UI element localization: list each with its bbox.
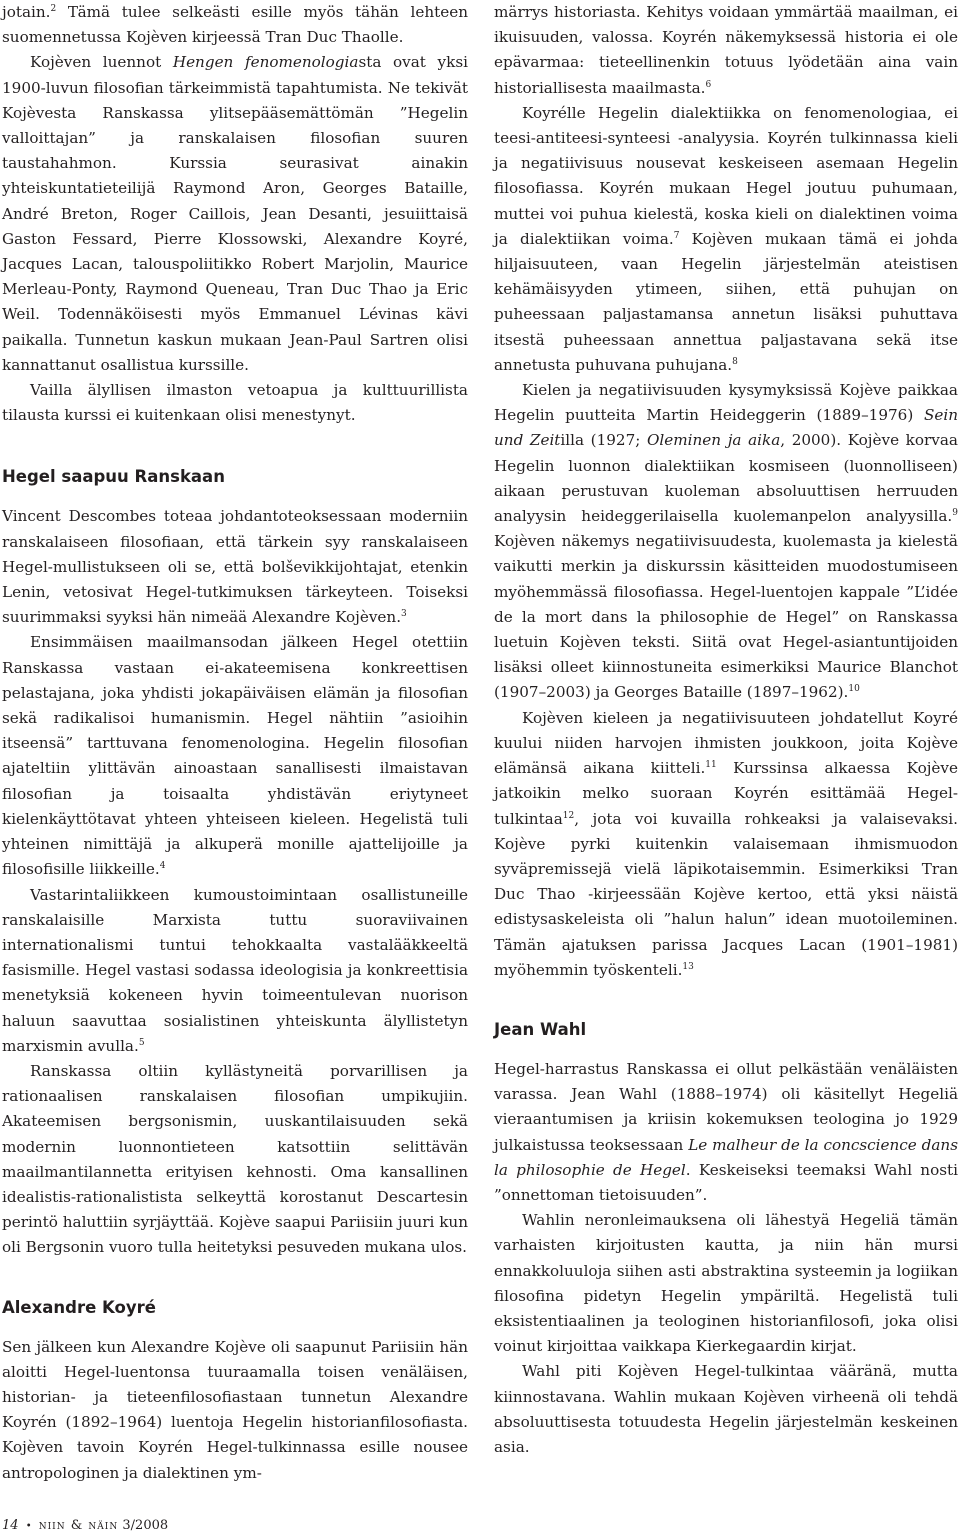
- footnote-ref[interactable]: 13: [682, 961, 694, 972]
- footnote-ref[interactable]: 8: [732, 356, 738, 367]
- footnote-ref[interactable]: 2: [50, 4, 57, 14]
- footnote-ref[interactable]: 9: [952, 508, 958, 519]
- paragraph: Wahl piti Kojèven Hegel-tulkintaa vääränä, mutta kiinnostavana. Wahlin mukaan Kojèven virheenä oli tehdä absoluuttisesta totuudesta Hegelin järjestelmän keskeinen asia.: [494, 1362, 958, 1456]
- paragraph: Vastarintaliikkeen kumoustoimintaan osallistuneille ranskalaisille Marxista tuttu suoraviivainen internationalismi tuntui tehokkaalta vastalääkkeeltä fasismille. Hegel vastasi sodassa ideologisia ja konkreettisia menetyksiä kokeneen hyvin toimeentulevan nuorison haluun saavuttaa sosialistinen yhteiskunta älyllistetyn marxismin avulla.$^5$: [2, 885, 468, 1055]
- footnote-ref[interactable]: 4: [159, 861, 166, 872]
- paragraph: Wahlin neronleimauksena oli lähestyä Hegeliä tämän varhaisten kirjoitusten kautta, ja niin hän mursi ennakkoluuloja siihen asti abstraktina systeemin ja logiikan filosofina pidetyn Hegelin ympäriltä. Hegelistä tuli eksistentiaalinen ja teologinen historianfilosofi, joka olisi voinut kirjoittaa vaikkapa Kierkegaardin kirjat.: [494, 1211, 958, 1356]
- left-column: [2, 0, 468, 1486]
- paragraph: Vailla älyllisen ilmaston vetoapua ja kulttuurillista tilausta kurssi ei kuitenkaan olisi menestynyt.: [2, 381, 468, 425]
- paragraph: Ensimmäisen maailmansodan jälkeen Hegel otettiin Ranskassa vastaan ei-akateemisena konkreettisen pelastajana, joka yhdisti jokapäiväisen elämän ja filosofian sekä radikalisoi humanismin. Hegel nähtiin ”asioihin itseensä” tarttuvana fenomenologina. Hegelin filosofian ajateltiin ylittävän ainoastaan sanallisesti ilmaistavan filosofian ja toisaalta yhdistävän eriytyneet kielenkäyttötavat yhteen yhteiseen kieleen. Hegelistä tuli yhteinen nimittäjä ja alkuperä monille ajattelijoille ja filosofisille liikkeille.$^4$: [2, 633, 468, 879]
- right-column: [494, 0, 958, 1460]
- paragraph: märrys historiasta. Kehitys voidaan ymmärtää maailman, ei ikuisuuden, valossa. Koyrén näkemyksessä historia ei ole epävarmaa: tieteellinenkin totuus lyödetään aina vain historiallisesta maailmasta.$^6$: [494, 3, 958, 97]
- paragraph: jotain.$^2$ Tämä tulee selkeästi esille myös tähän lehteen suomennetussa Kojèven kirjeessä Tran Duc Thaolle.: [2, 3, 468, 47]
- magazine-name: niin & näin: [38, 1518, 119, 1533]
- footnote-ref[interactable]: 11: [705, 760, 717, 771]
- paragraph: Kielen ja negatiivisuuden kysymyksissä Kojève paikkaa Hegelin puutteita Martin Heideggerin (1889–1976) Sein und Zeitilla (1927; Oleminen ja aika, 2000). Kojève korvaa Hegelin luonnon dialektiikan kosmiseen (luonnolliseen) aikaan perustuvan kuoleman absoluuttisen herruuden analyysin heideggerilaisella kuolemanpelon analyysilla.$^9$ Kojèven näkemys negatiivisuudesta, kuolemasta ja kielestä vaikutti merkin ja diskurssin käsitteiden muodostumiseen myöhemmässä filosofiassa. Hegel-luentojen kappale ”L’idée de la mort dans la philosophie de Hegel” on Ranskassa luetuin Kojèven teksti. Siitä ovat Hegel-asiantuntijoiden lisäksi olleet kiinnostuneita esimerkiksi Maurice Blanchot (1907–2003) ja Georges Bataille (1897–1962).$^{10}$: [494, 381, 958, 702]
- footnote-ref[interactable]: 3: [401, 609, 407, 620]
- footnote-ref[interactable]: 12: [562, 810, 575, 821]
- paragraph: Ranskassa oltiin kyllästyneitä porvarillisen ja rationaalisen ranskalaisen filosofian umpikujiin. Akateemisen bergsonismin, uuskantilaisuuden sekä modernin luonnontieteen katsottiin selittävän maailmantilannetta erityisen kehnosti. Oma kansallinen idealistis-rationalistista selkeyttä korostanut Descartesin perintö haluttiin syrjäyttää. Kojève saapui Pariisiin juuri kun oli Bergsonin vuoro tulla heitetyksi pesuveden mukana ulos.: [2, 1061, 468, 1257]
- footnote-ref[interactable]: 7: [673, 230, 680, 241]
- paragraph: Hegel-harrastus Ranskassa ei ollut pelkästään venäläisten varassa. Jean Wahl (1888–1974) oli käsitellyt Hegeliä vieraantumisen ja kriisin kokemuksen teologina jo 1929 julkaistussa teoksessaan Le malheur de la concscience dans la philosophie de Hegel. Keskeiseksi teemaksi Wahl nosti ”onnettoman tietoisuuden”.: [494, 1059, 959, 1204]
- page-number: 14: [2, 1518, 19, 1533]
- bullet-separator: •: [25, 1521, 32, 1532]
- paragraph: Sen jälkeen kun Alexandre Kojève oli saapunut Pariisiin hän aloitti Hegel-luentonsa tuuraamalla toisen venäläisen, historian- ja tieteenfilosofiastaan tunnetun Alexandre Koyrén (1892–1964) luentoja Hegelin historianfilosofiasta. Kojèven tavoin Koyrén Hegel-tulkinnassa esille nousee antropologinen ja dialektinen ym-: [2, 1337, 468, 1482]
- section-heading-hegel: Hegel saapuu Ranskaan: [2, 467, 225, 487]
- paragraph: Kojèven luennot Hengen fenomenologiasta ovat yksi 1900-luvun filosofian tärkeimmistä tapahtumista. Ne tekivät Kojèvesta Ranskassa ylitsepääsemättömän ”Hegelin valloittajan” ja ranskalaisen filosofian suuren taustahahmon. Kurssia seurasivat ainakin yhteiskuntatieteilijä Raymond Aron, Georges Bataille, André Breton, Roger Caillois, Jean Desanti, jesuiittaisä Gaston Fessard, Pierre Klossowski, Alexandre Koyré, Jacques Lacan, talouspoliitikko Robert Marjolin, Maurice Merleau-Ponty, Raymond Queneau, Tran Duc Thao ja Eric Weil. Todennäköisesti myös Emmanuel Lévinas kävi paikalla. Tunnetun kaskun mukaan Jean-Paul Sartren olisi kannattanut osallistua kurssille.: [2, 53, 468, 374]
- footnote-ref[interactable]: 6: [705, 79, 712, 90]
- issue-number: 3/2008: [122, 1518, 169, 1533]
- footnote-ref[interactable]: 10: [848, 684, 860, 695]
- footnote-ref[interactable]: 5: [138, 1037, 145, 1048]
- page-footer: [2, 1518, 168, 1535]
- section-heading-koyre: Alexandre Koyré: [2, 1297, 156, 1317]
- paragraph: Kojèven kieleen ja negatiivisuuteen johdatellut Koyré kuului niiden harvojen ihmisten joukkoon, joita Kojève elämänsä aikana kiitteli.$^{11}$ Kurssinsa alkaessa Kojève jatkoikin melko suoraan Koyrén esittämää Hegel-tulkintaa$^{12}$, jota voi kuvailla rohkeaksi ja valaisevaksi. Kojève pyrki kuitenkin valaisemaan ihmismuodon syväpremissejä vielä läpikotaisemmin. Esimerkiksi Tran Duc Thao -kirjeessään Kojève kertoo, että yksi näistä edistysaskeleista oli ”halun halun” idean muotoileminen. Tämän ajatuksen parissa Jacques Lacan (1901–1981) myöhemmin työskenteli.$^{13}$: [494, 708, 958, 979]
- paragraph: Koyrélle Hegelin dialektiikka on fenomenologiaa, ei teesi-antiteesi-synteesi -analyysia. Koyrén tulkinnassa kieli ja negatiivisuus nousevat keskeiseen asemaan Hegelin filosofiassa. Koyrén mukaan Hegel joutuu puhumaan, muttei voi puhua kielestä, koska kieli on dialektinen voima ja dialektiikan voima.$^7$ Kojèven mukaan tämä ei johda hiljaisuuteen, vaan Hegelin järjestelmän ateistisen kehämäisyyden ytimeen, siihen, että puhujan on puheessaan paljastamansa annetun lisäksi puhuttava itsestä puheessaan annettua paljastavana sekä itse annetusta puhuvana puhujana.$^8$: [494, 103, 958, 374]
- paragraph: Vincent Descombes toteaa johdantoteoksessaan moderniin ranskalaiseen filosofiaan, että tärkein syy ranskalaiseen Hegel-mullistukseen oli se, että bolševikkijohtajat, etenkin Lenin, vetosivat Hegel-tutkimuksen tärkeyteen. Toiseksi suurimmaksi syyksi hän nimeää Alexandre Kojèven.$^3$: [2, 507, 468, 627]
- section-heading-wahl: Jean Wahl: [494, 1019, 587, 1039]
